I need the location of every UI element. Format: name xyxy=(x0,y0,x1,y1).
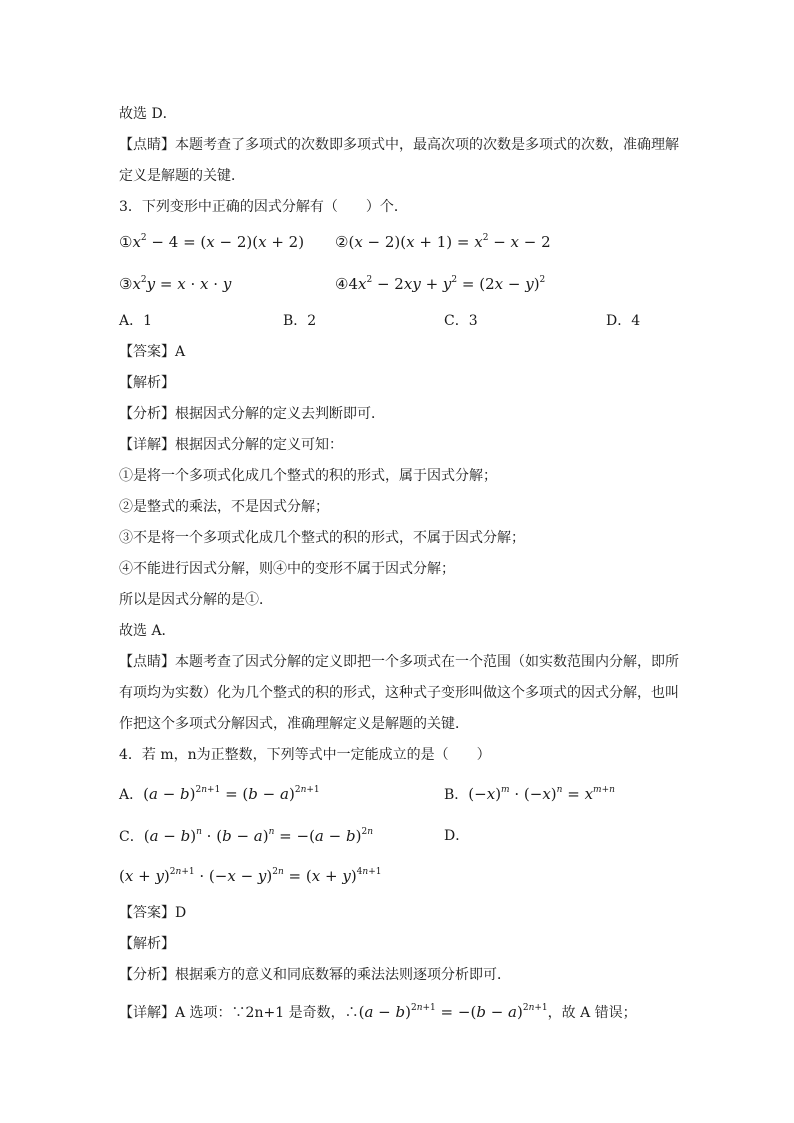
q4-jiexi: 【解析】 xyxy=(119,936,175,952)
q3-option-a: A．1 xyxy=(119,313,153,329)
q4-option-a: A．$(a - b)^{2n+1} = (b - a)^{2n+1}$ xyxy=(119,785,320,803)
q3-option-c: C．3 xyxy=(444,313,478,329)
q3-item-2: ②(x − $2)(x + 1) = x^2 - x - 2$ xyxy=(335,233,551,251)
q3-fenxi: 【分析】根据因式分解的定义去判断即可． xyxy=(119,406,385,422)
q3-jiexi: 【解析】 xyxy=(119,375,175,391)
q4-option-c: C．$(a - b)^n \cdot (b - a)^n = -(a - b)^{2n}$ xyxy=(119,827,373,845)
q3-dianjing-3: 作把这个多项式分解因式，准确理解定义是解题的关键． xyxy=(119,716,469,732)
q3-item-1: $①x^2 - 4 = (x - 2)(x + 2)$ xyxy=(119,233,305,251)
q3-detail-3: ③不是将一个多项式化成几个整式的积的形式，不属于因式分解； xyxy=(119,530,525,546)
line-gu-xuan-d: 故选 D． xyxy=(119,106,177,122)
q4-answer: 【答案】D xyxy=(119,905,187,921)
q4-option-d-label: D． xyxy=(444,828,470,844)
q4-option-d: $(x + y)^{2n+1} \cdot (-x - y)^{2n} = (x + y)^{4n+1}$ xyxy=(119,867,382,885)
q3-detail-6: 故选 A． xyxy=(119,623,176,639)
q4-option-b: B．$(-x)^m \cdot (-x)^n = x^{m+n}$ xyxy=(444,785,615,803)
q4-fenxi: 【分析】根据乘方的意义和同底数幂的乘法法则逐项分析即可． xyxy=(119,967,511,983)
q3-detail-1: ①是将一个多项式化成几个整式的积的形式，属于因式分解； xyxy=(119,468,497,484)
q3-option-b: B．2 xyxy=(283,313,317,329)
q3-detail-5: 所以是因式分解的是①． xyxy=(119,592,273,608)
q4-xiangjie-post: ，故 A 错误； xyxy=(547,1005,637,1021)
q4-xiangjie-pre: 【详解】A 选项：∵2n+1 是奇数，∴ xyxy=(119,1005,359,1021)
question-4-title: 4．若 m，n为正整数，下列等式中一定能成立的是（ ） xyxy=(119,747,491,763)
q3-option-d: D．4 xyxy=(606,313,641,329)
q3-item-3: $③x^2y = x \cdot x \cdot y$ xyxy=(119,275,232,293)
q3-dianjing-2: 有项均为实数）化为几个整式的积的形式，这种式子变形叫做这个多项式的因式分解，也叫 xyxy=(119,685,679,701)
question-3-title: 3．下列变形中正确的因式分解有（ ）个． xyxy=(119,199,408,215)
q3-item-4: $④4x^2 - 2xy + y^2 = (2x - y)^2$ xyxy=(335,275,546,293)
q4-xiangjie-formula: $(a - b)^{2n+1} = -(b - a)^{2n+1}$ xyxy=(358,1003,548,1021)
q3-detail-4: ④不能进行因式分解，则④中的变形不属于因式分解； xyxy=(119,561,455,577)
comment-line-2: 定义是解题的关键． xyxy=(119,168,245,184)
q3-dianjing-1: 【点睛】本题考查了因式分解的定义即把一个多项式在一个范围（如实数范围内分解，即所 xyxy=(119,654,679,670)
q3-xiangjie: 【详解】根据因式分解的定义可知： xyxy=(119,437,343,453)
q3-detail-2: ②是整式的乘法，不是因式分解； xyxy=(119,499,329,515)
q4-xiangjie xyxy=(119,1002,637,1023)
comment-line-1: 【点睛】本题考查了多项式的次数即多项式中，最高次项的次数是多项式的次数，准确理解 xyxy=(119,137,679,153)
q3-answer: 【答案】A xyxy=(119,344,186,360)
